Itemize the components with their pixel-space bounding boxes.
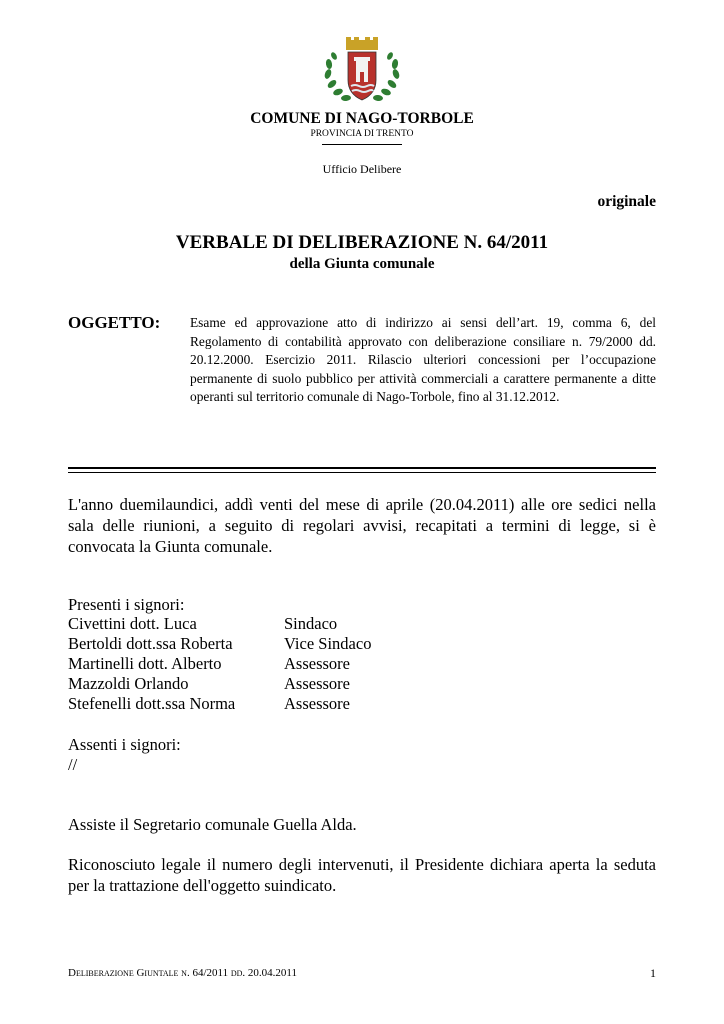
member-role: Sindaco [284,614,338,633]
office-name: Ufficio Delibere [322,162,402,176]
subject-label: OGGETTO: [68,313,161,332]
member-role: Assessore [284,694,350,713]
footer-reference [68,967,297,979]
subject-text [190,314,656,407]
member-name: Bertoldi dott.ssa Roberta [68,634,233,653]
municipal-crest-icon [318,36,406,108]
subject-paragraph: Esame ed approvazione atto di indirizzo ai sensi dell’art. 19, comma 6, del Regolamento di contabilità approvato con deliberazione consiliare n. 79/2000 dd. 20.12.2000. Esercizio 2011. Rilascio ulteriori concessioni per l’occupazione permanente di suolo pubblico per attività commerciali a carattere permanente a ditte operanti sul territorio comunale di Nago-Torbole, fino al 31.12.2012. [190,315,656,404]
member-row [68,674,371,694]
footer-text: Deliberazione Giuntale n. 64/2011 dd. 20.04.2011 [68,967,297,979]
member-row [68,634,371,654]
absent-value: // [68,755,78,774]
members-list [68,614,371,714]
section-divider [68,467,656,473]
intro-paragraph: L'anno duemilaundici, addì venti del mese di aprile (20.04.2011) alle ore sedici nella sala delle riunioni, a seguito di regolari avvisi, recapitati a termini di legge, si è convocata la Giunta comunale. [68,495,656,556]
municipality-name: COMUNE DI NAGO-TORBOLE [250,110,474,127]
page-number: 1 [650,966,656,980]
absent-title: Assenti i signori: [68,735,181,754]
member-role: Assessore [284,674,350,693]
header-divider [322,144,402,145]
province-name: PROVINCIA DI TRENTO [310,129,414,139]
secretary-line: Assiste il Segretario comunale Guella Alda. [68,815,357,834]
member-row [68,654,371,674]
quorum-paragraph: Riconosciuto legale il numero degli intervenuti, il Presidente dichiara aperta la seduta per la trattazione dell'oggetto suindicato. [68,855,656,895]
member-name: Mazzoldi Orlando [68,674,189,693]
document-subtitle: della Giunta comunale [289,256,435,272]
member-row [68,694,371,714]
member-role: Vice Sindaco [284,634,372,653]
document-status: originale [597,193,656,210]
member-row [68,614,371,634]
document-title: VERBALE DI DELIBERAZIONE N. 64/2011 [175,232,549,253]
member-name: Stefenelli dott.ssa Norma [68,694,236,713]
member-name: Civettini dott. Luca [68,614,197,633]
member-role: Assessore [284,654,350,673]
present-title: Presenti i signori: [68,595,185,614]
member-name: Martinelli dott. Alberto [68,654,222,673]
